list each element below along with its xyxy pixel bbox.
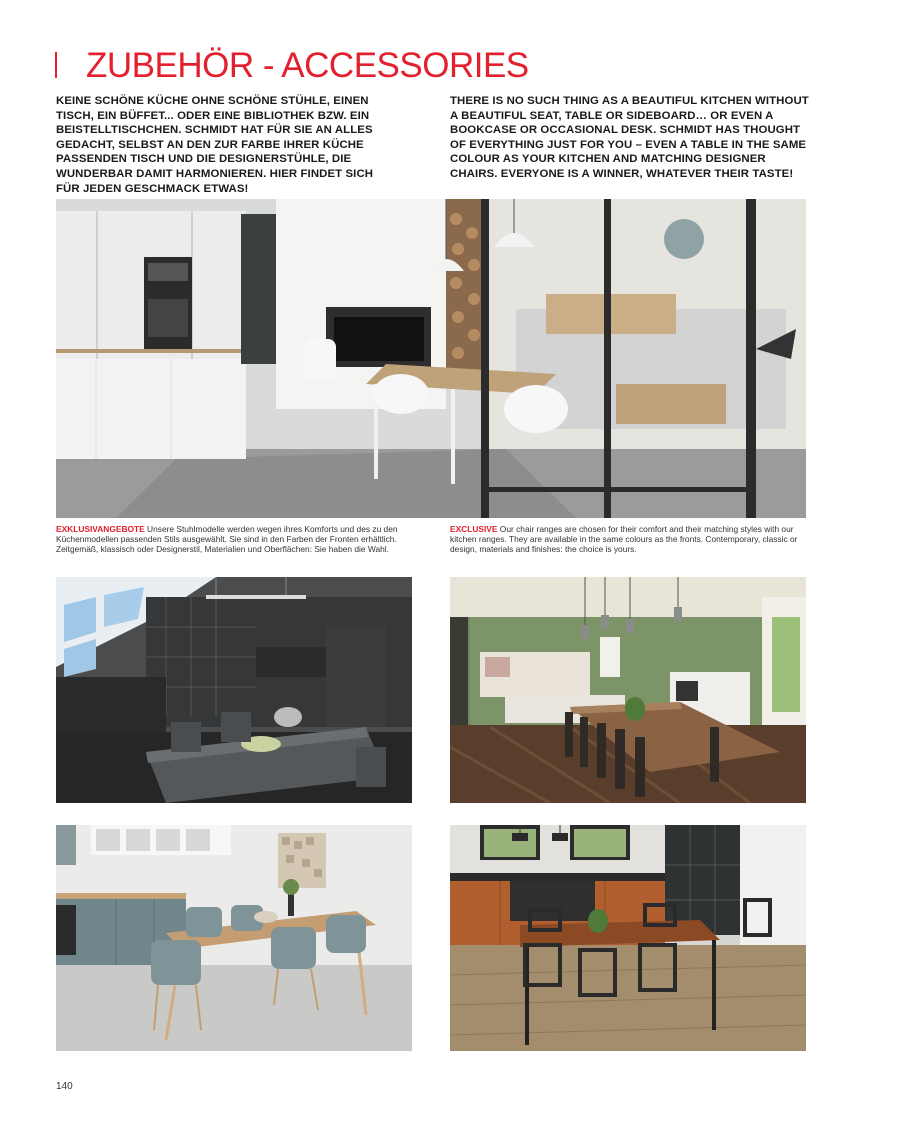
page-number: 140 — [56, 1081, 73, 1092]
title-accent-bar — [55, 52, 57, 78]
intro-text-english: THERE IS NO SUCH THING AS A BEAUTIFUL KITCHEN WITHOUT A BEAUTIFUL SEAT, TABLE OR SIDEBOARD… OR EVEN A BOOKCASE OR OCCASIONAL DESK. SCHMIDT HAS THOUGHT OF EVERYTHING JUST FOR YOU – EVEN A TABLE IN THE SAME COLOUR AS YOUR KITCHEN AND MATCHING DESIGNER CHAIRS. EVERYONE IS A WINNER, WHATEVER THEIR TASTE! — [450, 95, 809, 180]
caption-english — [450, 524, 806, 555]
page-title: ZUBEHÖR - ACCESSORIES — [86, 46, 529, 85]
dark-loft-kitchen-photo — [56, 577, 412, 803]
caption-german — [56, 524, 412, 555]
grey-blue-kitchen-photo — [56, 825, 412, 1051]
caption-english-text: Our chair ranges are chosen for their comfort and their matching styles with our kitchen ranges. They are available in the same colours as the fronts. Contemporary, classic or design, materials and finishes: the choice is yours. — [450, 524, 798, 555]
caption-german-label: EXKLUSIVANGEBOTE — [56, 524, 145, 534]
green-country-kitchen-photo — [450, 577, 806, 803]
intro-text-german: KEINE SCHÖNE KÜCHE OHNE SCHÖNE STÜHLE, EINEN TISCH, EIN BÜFFET... ODER EINE BIBLIOTHEK BZW. EIN BEISTELLTISCHCHEN. SCHMIDT HAT FÜR SIE AN ALLES GEDACHT, SELBST AN DEN ZUR FARBE IHRER KÜCHE PASSENDEN TISCH UND DIE DESIGNERSTÜHLE, DIE WUNDERBAR DAMIT HARMONIEREN. HIER FINDET SICH FÜR JEDEN GESCHMACK ETWAS! — [56, 95, 374, 195]
main-kitchen-photo — [56, 199, 806, 518]
caption-german-text: Unsere Stuhlmodelle werden wegen ihres Komforts und des zu den Küchenmodellen passenden Stils ausgewählt. Sie sind in den Farben der Fronten erhältlich. Zeitgemäß, klassisch oder Designerstil, Materialien und Oberflächen: Sie haben die Wahl. — [56, 524, 398, 555]
caption-english-label: EXCLUSIVE — [450, 524, 498, 534]
industrial-kitchen-photo — [450, 825, 806, 1051]
